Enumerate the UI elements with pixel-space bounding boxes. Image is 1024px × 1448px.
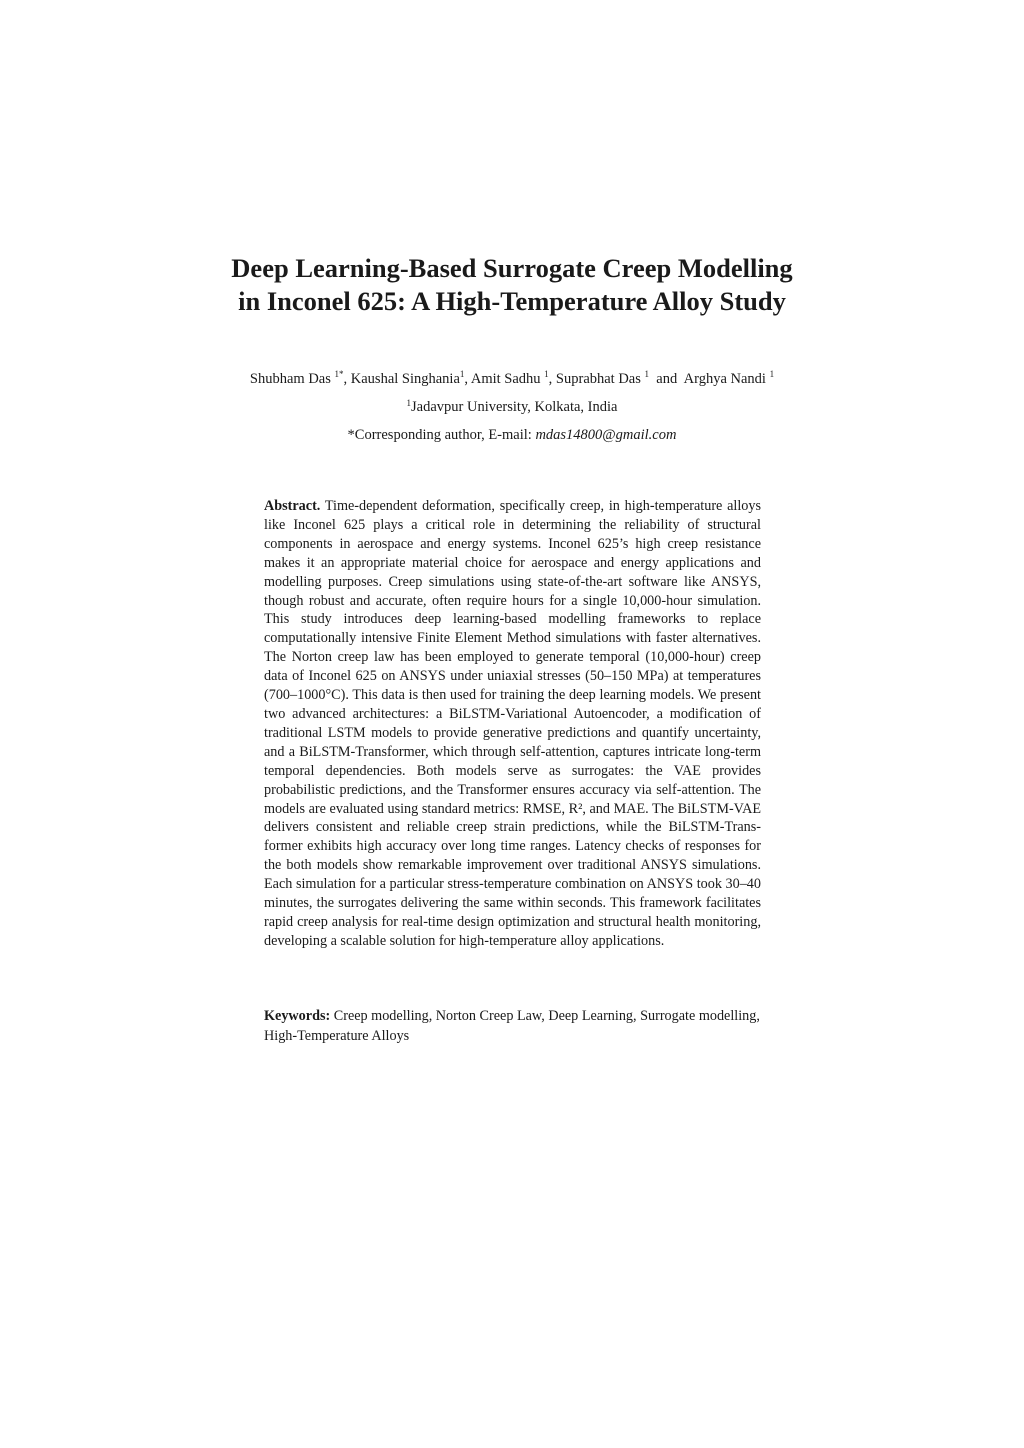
affiliation-text: Jadavpur University, Kolkata, India — [411, 399, 618, 415]
author-name: Arghya Nandi — [683, 371, 766, 387]
abstract-text: Time-dependent deformation, specifically creep, in high-temperature alloys like Inconel 625 plays a critical role in determining the reliability of structural components in aerospace and energy systems. Inconel 625’s high creep resistance makes it an appropriate material choice for aerospace and energy applications and modelling purposes. Creep simulations using state-of-the-art software like ANSYS, though robust and accurate, often require hours for a single 10,000-hour simulation. This study introduces deep learning-based modelling frameworks to replace computationally intensive Finite Element Method simulations with faster alternatives. The Norton creep law has been employed to generate temporal (10,000-hour) creep data of Inconel 625 on ANSYS under uniaxial stresses (50–150 MPa) at temperatures (700–1000°C). This data is then used for training the deep learning models. We present two advanced architectures: a BiLSTM-Variational Autoencoder, a modification of traditional LSTM models to provide generative predictions and quantify uncertainty, and a BiLSTM-Transformer, which through self-attention, captures intricate long-term temporal dependencies. Both models serve as surrogates: the VAE provides probabilistic predictions, and the Transformer ensures accuracy via self-attention. The models are evaluated using standard metrics: RMSE, R², and MAE. The BiLSTM-VAE delivers consistent and reliable creep strain predictions, while the BiLSTM-Transformer exhibits high accuracy over long time ranges. Latency checks of responses for the both models show remarkable improvement over traditional ANSYS simulations. Each simulation for a particular stress-temperature combination on ANSYS took 30–40 minutes, the surrogates delivering the same within seconds. This framework facilitates rapid creep analysis for real-time design optimization and structural health monitoring, developing a scalable solution for high-temperature alloy applications. — [264, 498, 761, 949]
author-affil-mark: 1* — [334, 369, 344, 379]
corresponding-email[interactable]: mdas14800@gmail.com — [535, 427, 677, 443]
keywords — [264, 1007, 761, 1046]
author-name: Shubham Das — [249, 371, 331, 387]
author-and: and — [656, 371, 678, 387]
affiliation — [0, 397, 1024, 417]
author-name: Amit Sadhu — [470, 371, 541, 387]
author-name: Suprabhat Das — [555, 371, 641, 387]
keywords-label: Keywords: — [264, 1008, 331, 1024]
author-affil-mark: 1 — [459, 369, 465, 379]
author-affil-mark: 1 — [769, 369, 775, 379]
author-affil-mark: 1 — [544, 369, 549, 379]
author-list: Shubham Das $^{1*}$, Kaushal Singhania$^1$, Amit Sadhu $^1$, Suprabhat Das $^1$ and Arghya Nandi $^1$ — [249, 369, 775, 387]
paper-title — [150, 252, 874, 318]
author-affil-mark: 1 — [644, 369, 650, 379]
affiliation-mark: 1 — [406, 398, 412, 408]
abstract-label: Abstract. — [264, 498, 321, 514]
abstract — [264, 497, 761, 951]
corresponding-label: *Corresponding author, E-mail: — [347, 427, 536, 443]
keywords-text: Creep modelling, Norton Creep Law, Deep Learning, Surrogate modelling, High-Temperature Alloys — [264, 1008, 760, 1044]
title-line-1: Deep Learning-Based Surrogate Creep Modelling — [231, 253, 793, 283]
title-line-2: in Inconel 625: A High-Temperature Alloy Study — [238, 286, 786, 316]
corresponding-author — [0, 425, 1024, 445]
author-name: Kaushal Singhania — [350, 371, 460, 387]
